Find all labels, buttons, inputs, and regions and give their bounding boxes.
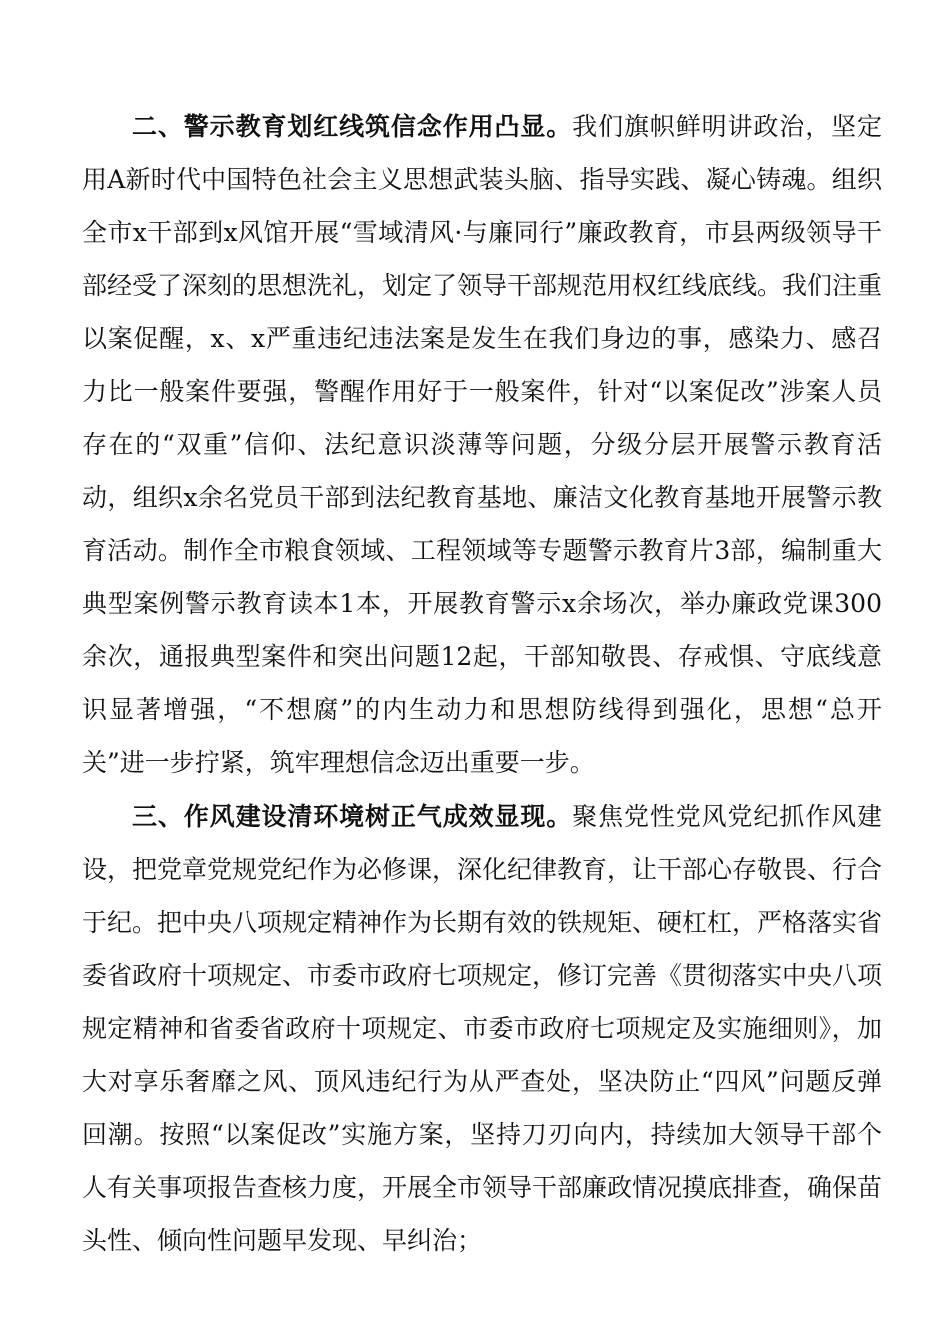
section-two-paragraph	[82, 100, 882, 789]
section-three-body: 聚焦党性党风党纪抓作风建设，把党章党规党纪作为必修课，深化纪律教育，让干部心存敬畏、行合于纪。把中央八项规定精神作为长期有效的铁规矩、硬杠杠，严格落实省委省政府十项规定、市委市政府七项规定，修订完善《贯彻落实中央八项规定精神和省委省政府十项规定、市委市政府七项规定及实施细则》，加大对享乐奢靡之风、顶风违纪行为从严查处，坚决防止“四风”问题反弹回潮。按照“以案促改”实施方案，坚持刀刃向内，持续加大领导干部个人有关事项报告查核力度，开展全市领导干部廉政情况摸底排查，确保苗头性、倾向性问题早发现、早纠治；	[82, 802, 883, 1255]
section-two-heading: 二、警示教育划红线筑信念作用凸显。	[132, 112, 573, 141]
section-three-heading: 三、作风建设清环境树正气成效显现。	[132, 802, 573, 831]
section-three-paragraph	[82, 790, 882, 1267]
section-two-body: 我们旗帜鲜明讲政治，坚定用A新时代中国特色社会主义思想武装头脑、指导实践、凝心铸魂。组织全市x干部到x风馆开展“雪域清风·与廉同行”廉政教育，市县两级领导干部经受了深刻的思想洗礼，划定了领导干部规范用权红线底线。我们注重以案促醒，x、x严重违纪违法案是发生在我们身边的事，感染力、感召力比一般案件要强，警醒作用好于一般案件，针对“以案促改”涉案人员存在的“双重”信仰、法纪意识淡薄等问题，分级分层开展警示教育活动，组织x余名党员干部到法纪教育基地、廉洁文化教育基地开展警示教育活动。制作全市粮食领域、工程领域等专题警示教育片3部，编制重大典型案例警示教育读本1本，开展教育警示x余场次，举办廉政党课300余次，通报典型案件和突出问题12起，干部知敬畏、存戒惧、守底线意识显著增强，“不想腐”的内生动力和思想防线得到强化，思想“总开关”进一步拧紧，筑牢理想信念迈出重要一步。	[82, 112, 883, 777]
